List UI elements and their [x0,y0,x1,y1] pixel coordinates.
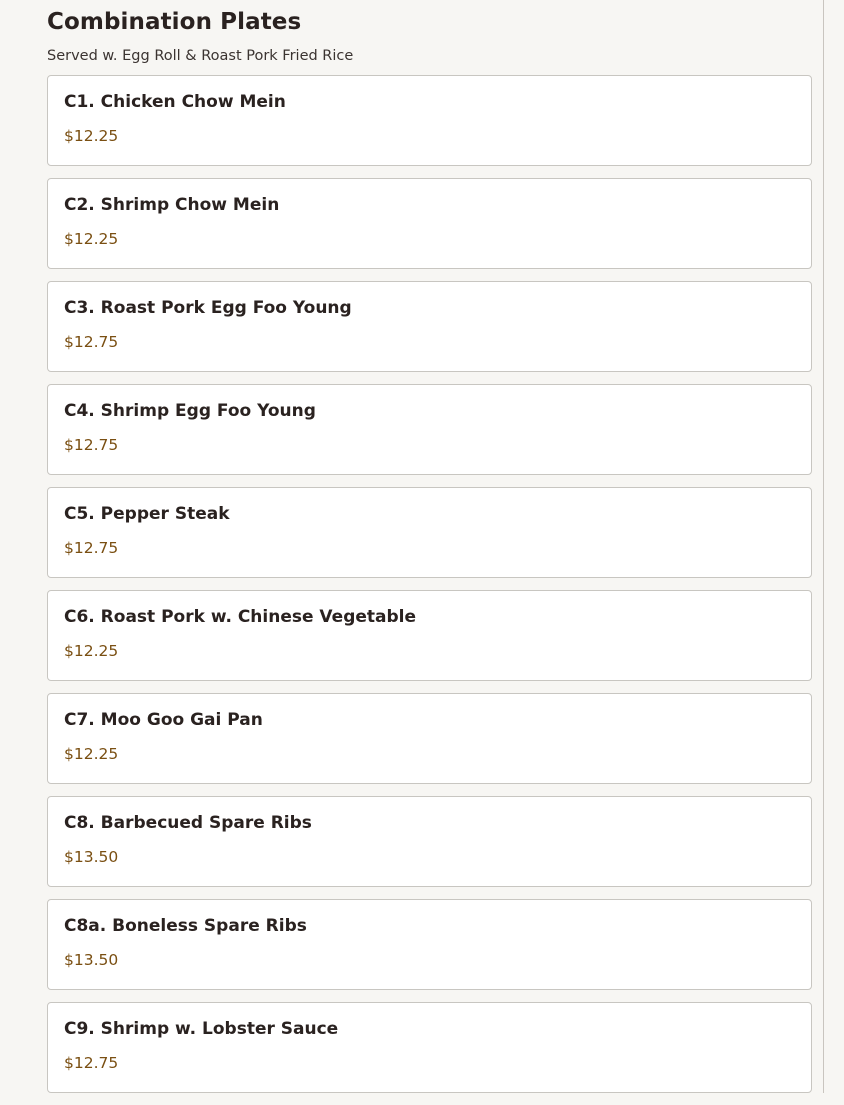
menu-item-name: C8. Barbecued Spare Ribs [64,813,312,833]
menu-item-name: C7. Moo Goo Gai Pan [64,710,263,730]
menu-item-card[interactable] [47,590,812,681]
menu-item-price: $12.25 [64,745,119,763]
section-title: Combination Plates [47,9,302,35]
menu-item-card[interactable] [47,75,812,166]
menu-item-card[interactable] [47,693,812,784]
menu-item-card[interactable] [47,487,812,578]
menu-item-card[interactable] [47,796,812,887]
menu-item-price: $13.50 [64,951,119,969]
menu-item-name: C1. Chicken Chow Mein [64,92,286,112]
section-subtitle: Served w. Egg Roll & Roast Pork Fried Rice [47,48,354,64]
combination-plates-section [47,0,812,1105]
menu-item-card[interactable] [47,1002,812,1093]
page-divider [823,0,824,1093]
menu-item-card[interactable] [47,178,812,269]
menu-item-price: $12.25 [64,230,119,248]
menu-item-name: C8a. Boneless Spare Ribs [64,916,307,936]
menu-item-card[interactable] [47,281,812,372]
menu-item-price: $12.75 [64,333,119,351]
menu-item-name: C2. Shrimp Chow Mein [64,195,280,215]
menu-item-price: $12.75 [64,436,119,454]
menu-item-name: C3. Roast Pork Egg Foo Young [64,298,352,318]
menu-item-list [47,75,812,1093]
menu-item-price: $12.75 [64,1054,119,1072]
menu-item-price: $12.75 [64,539,119,557]
menu-item-price: $12.25 [64,127,119,145]
menu-item-card[interactable] [47,899,812,990]
menu-item-name: C4. Shrimp Egg Foo Young [64,401,316,421]
menu-item-name: C9. Shrimp w. Lobster Sauce [64,1019,339,1039]
menu-item-price: $12.25 [64,642,119,660]
menu-item-name: C6. Roast Pork w. Chinese Vegetable [64,607,417,627]
menu-item-card[interactable] [47,384,812,475]
menu-item-name: C5. Pepper Steak [64,504,230,524]
menu-item-price: $13.50 [64,848,119,866]
